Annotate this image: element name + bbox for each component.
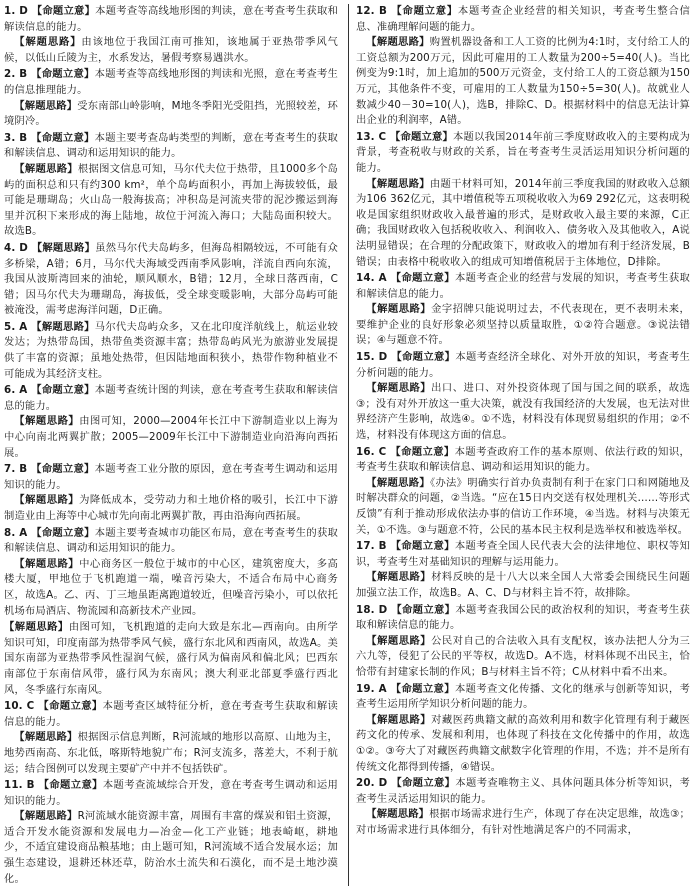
solution-text: 根据市场需求进行生产，体现了存在决定思维，故选③；对市场需求进行具体细分，有针对性地满足客户的不同需求， [356, 808, 691, 836]
answer-head: 4. D 【解题思路】 [4, 241, 96, 254]
solution-head: 【解题思路】 [14, 415, 80, 428]
answer-intent: 本题主要考查城市功能区布局，意在考查考生的获取和解读信息、调动和运用知识的能力。 [4, 526, 338, 555]
answer-intent: 本题考查等高线地形图的判读，意在考查考生获取和解读信息的能力。 [4, 5, 338, 33]
solution-text: R河流域水能资源丰富，周围有丰富的煤炭和铝土资源，适合开发水能资源和发展电力—冶金—化工产业链；地表崎岖，耕地少，不适宜建设商品粮基地；由上题可知，R河流域不适合发展水运；加强生态建设，退耕还林还草，防治水土流失和石漠化，而不是土地沙漠化。 [4, 810, 338, 885]
answer-head: 16. C 【命题立意】 [356, 445, 455, 458]
answer-head: 19. A 【命题立意】 [356, 682, 455, 695]
answer-intent: 本题考查区域特征分析，意在考查考生获取和解读信息的能力。 [4, 700, 338, 728]
solution-text: 出口、进口、对外投资体现了国与国之间的联系，故选③；没有对外开放这一重大决策，就没有我国经济的大发展，也无法对世界经济产生影响，故选④。①不选，材料没有体现贸易组织的作用；②不选，材料没有体现这方面的信息。 [356, 382, 690, 442]
answer-head: 3. B 【命题立意】 [4, 131, 95, 144]
solution-head: 【解题思路】 [366, 571, 432, 584]
answer-intent: 本题主要考查岛屿类型的判断，意在考查考生的获取和解读信息、调动和运用知识的能力。 [4, 131, 339, 160]
answer-head: 【解题思路】 [4, 621, 69, 634]
answer-head: 20. D 【命题立意】 [356, 777, 456, 790]
solution-text: 《办法》明确实行首办负责制有利于在家门口和网随地及时解决群众的问题，②当选。“应在15日内交送有权处理机关……等形式反馈”有利于推动形成依法办事的信访工作环境，④当选。材料与决策无关，①不选。③与题意不符，公民的基本民主权利是选举权和被选举权。 [356, 476, 690, 536]
solution-text: 为降低成本，受劳动力和土地价格的吸引，长江中下游制造业由上海等中心城市先向南北两翼扩散，再由沿海向西拓展。 [4, 494, 338, 522]
answer-intent: 本题考查等高线地形图的判读和光照，意在考查考生的信息推理能力。 [4, 68, 339, 96]
answer-intent: 本题考查文化传播、文化的继承与创新等知识，考查考生运用所学知识分析问题的能力。 [356, 682, 690, 711]
solution-text: 由图可知，2000—2004年长江中下游制造业以上海为中心向南北两翼扩散；2005—2009年长江中下游制造业向沿海向西拓展。 [4, 415, 338, 459]
answer-7 [4, 462, 338, 524]
answer-intent: 本题以我国2014年前三季度财政收入的主要构成为背景，考查税收与财政的关系，旨在考查考生灵活运用知识分析问题的能力。 [356, 130, 690, 174]
answer-8 [4, 526, 338, 620]
answer-head: 10. C 【命题立意】 [4, 700, 103, 713]
solution-head: 【解题思路】 [14, 494, 80, 507]
solution-head: 【解题思路】 [366, 177, 430, 190]
answer-head: 18. D 【命题立意】 [356, 603, 456, 616]
answer-18 [356, 603, 690, 681]
answer-6 [4, 383, 338, 461]
solution-head: 【解题思路】 [14, 557, 80, 570]
answer-14 [356, 271, 690, 349]
answer-head: 5. A 【解题思路】 [4, 320, 95, 333]
left-column [4, 4, 338, 888]
solution-text: 金字招牌只能说明过去，不代表现在，更不表明未来，要维护企业的良好形象必须坚持以质量取胜，①②符合题意。③说法错误；④与题意不符。 [356, 303, 690, 347]
answer-intent: 本题考查唯物主义、具体问题具体分析等知识，考查考生灵活运用知识的能力。 [356, 777, 690, 805]
answer-intent: 本题考查我国公民的政治权利的知识，考查考生获取和解读信息的能力。 [356, 603, 690, 632]
solution-head: 【解题思路】 [14, 99, 78, 112]
solution-text: 受东南部山岭影响，M地冬季阳光受阻挡，光照较差，环境阴冷。 [4, 99, 338, 128]
solution-head: 【解题思路】 [14, 36, 82, 49]
answer-intent: 本题考查工业分散的原因，意在考查考生调动和运用知识的能力。 [4, 463, 339, 491]
answer-5 [4, 320, 338, 382]
solution-head: 【解题思路】 [366, 382, 432, 395]
answer-intent: 本题考查企业经营的相关知识，考查考生整合信息、准确理解问题的能力。 [356, 5, 690, 33]
answer-19 [356, 682, 690, 776]
solution-text: 由题干材料可知，2014年前三季度我国的财政收入总额为106 362亿元，其中增值税等五项税收收入为69 292亿元，这表明税收是国家组织财政收入最普遍的形式，是财政收入最主要的来源，C正确；我国财政收入包括税收收入、利润收入、债务收入及其他收入，A说法明显错误；在合理的分配政策下，财政收入的增加有利于经济发展，B错误；由表格中税收收入的组成可知增值税居于主体地位，D排除。 [356, 177, 690, 268]
solution-head: 【解题思路】 [14, 810, 78, 823]
answer-1 [4, 4, 338, 66]
answer-head: 13. C 【命题立意】 [356, 130, 454, 143]
answer-head: 12. B 【命题立意】 [356, 5, 458, 17]
answer-head: 1. D 【命题立意】 [4, 5, 96, 17]
answer-head: 11. B 【命题立意】 [4, 779, 103, 792]
solution-text: 对藏医药典籍文献的高效利用和数字化管理有利于藏医药文化的传承、发展和利用，也体现了科技在文化传播中的作用，故选①②。③夸大了对藏医药典籍文献数字化管理的作用，不选；并不是所有传统文化都得到传播，④错误。 [356, 713, 690, 773]
answer-9 [4, 620, 338, 698]
solution-text: 虽然马尔代夫岛屿多，但海岛相隔较远，不可能有众多桥梁，A错；6月，马尔代夫海域受西南季风影响，洋流自西向东流，我国从波斯湾回来的油轮，顺风顺水，B错；12月，全球日落西南，C错；因马尔代夫为珊瑚岛，海拔低，受全球变暖影响，大部分岛屿可能被淹没，需考虑海洋问题，D正确。 [4, 241, 338, 317]
answer-4 [4, 241, 338, 319]
solution-text: 公民对自己的合法收入具有支配权，该办法把人分为三六九等，侵犯了公民的平等权，故选D。A不选，材料体现不出民主，恰恰带有封建家长制的作风；B与材料主旨不符；C从材料中看不出来。 [356, 634, 690, 678]
solution-head: 【解题思路】 [366, 303, 432, 316]
answer-17 [356, 539, 690, 601]
solution-head: 【解题思路】 [14, 731, 78, 744]
answer-20 [356, 776, 690, 838]
answer-16 [356, 445, 690, 539]
solution-text: 马尔代夫岛屿众多，又在北印度洋航线上，航运业较发达；为热带岛国，热带鱼类资源丰富；热带岛屿风光为旅游业发展提供了丰富的资源；虽地处热带，但因陆地面积狭小，热带作物种植业不可能成为其经济支柱。 [4, 320, 338, 380]
solution-text: 购置机器设备和工人工资的比例为4:1时，支付给工人的工资总额为200万元，因此可雇用的工人数量为200÷5=40(人)。当比例变为9:1时，加上追加的500万元资金，支付给工人的工资总额为150万元，其他条件不变，可雇用的工人数量为150÷5=30(人)。故就业人数减少40－30=10(人)，选B，排除C、D。根据材料中的信息无法计算出企业的利润率，A错。 [356, 36, 690, 127]
answer-13 [356, 130, 690, 270]
answer-head: 6. A 【命题立意】 [4, 384, 95, 397]
answer-head: 14. A 【命题立意】 [356, 272, 455, 285]
solution-head: 【解题思路】 [14, 162, 78, 175]
answer-2 [4, 67, 338, 129]
solution-text: 根据图示信息判断，R河流域的地形以高原、山地为主，地势西南高、东北低，喀斯特地貌广布；R河支流多，落差大，不利于航运；结合图例可以发现主要矿产中并不包括铁矿。 [4, 731, 338, 775]
answer-head: 7. B 【命题立意】 [4, 463, 95, 476]
solution-head: 【解题思路】 [366, 476, 430, 489]
answer-11 [4, 778, 338, 887]
answer-head: 17. B 【命题立意】 [356, 540, 455, 553]
solution-head: 【解题思路】 [366, 713, 432, 726]
solution-head: 【解题思路】 [366, 808, 430, 821]
answer-intent: 本题考查统计图的判读，意在考查考生获取和解读信息的能力。 [4, 384, 338, 412]
solution-text: 由该地位于我国江南可推知，该地属于亚热带季风气候，以低山丘陵为主，水系发达，暑假考察易遇洪水。 [4, 36, 338, 64]
solution-text: 材料反映的是十八大以来全国人大常委会围绕民生问题加强立法工作，故选B。A、C、D与材料主旨不符，故排除。 [356, 571, 690, 599]
answer-intent: 本题考查企业的经营与发展的知识，考查考生获取和解读信息的能力。 [356, 272, 690, 300]
answer-head: 8. A 【命题立意】 [4, 526, 95, 539]
answer-intent: 本题考查经济全球化、对外开放的知识，考查考生分析问题的能力。 [356, 351, 690, 379]
answer-10 [4, 699, 338, 777]
answer-head: 15. D 【命题立意】 [356, 351, 456, 364]
answer-intent: 本题考查流域综合开发，意在考查考生调动和运用知识的能力。 [4, 779, 338, 807]
solution-head: 【解题思路】 [366, 634, 432, 647]
answer-intent: 本题考查全国人民代表大会的法律地位、职权等知识，考查考生对基础知识的理解与运用能力。 [356, 540, 690, 568]
right-column [356, 4, 690, 839]
solution-text: 根据图文信息可知，马尔代夫位于热带，且1000多个岛屿的面积总和只有约300 km²，单个岛屿面积小，再加上海拔较低，最可能是珊瑚岛；火山岛一般海拔高；冲积岛是河流夹带的泥沙搬运到海里并沉积下来形成的海上陆地，故位于河流入海口；大陆岛面积较大。故选B。 [4, 162, 338, 238]
answer-intent: 本题考查政府工作的基本原则、依法行政的知识，考查考生获取和解读信息、调动和运用知识的能力。 [356, 445, 690, 474]
answer-12 [356, 4, 690, 129]
answer-3 [4, 131, 338, 240]
solution-text: 由图可知，飞机跑道的走向大致是东北—西南向。由所学知识可知，印度南部为热带季风气候，盛行东北风和西南风，故选A。美国东南部为亚热带季风性湿润气候，盛行风为偏南风和偏北风；巴西东南部位于东南信风带，盛行风为东南风；澳大利亚北部夏季盛行西北风，冬季盛行东南风。 [4, 621, 339, 696]
answer-head: 2. B 【命题立意】 [4, 68, 95, 81]
solution-head: 【解题思路】 [366, 36, 430, 49]
solution-text: 中心商务区一般位于城市的中心区，建筑密度大，多高楼大厦，甲地位于飞机跑道一端，噪音污染大，不适合布局中心商务区，故选A。乙、丙、丁三地虽距离跑道较近，但噪音污染小，可以依托机场布局酒店、物流园和高新技术产业园。 [4, 557, 338, 617]
column-divider [348, 4, 349, 886]
answer-15 [356, 350, 690, 444]
